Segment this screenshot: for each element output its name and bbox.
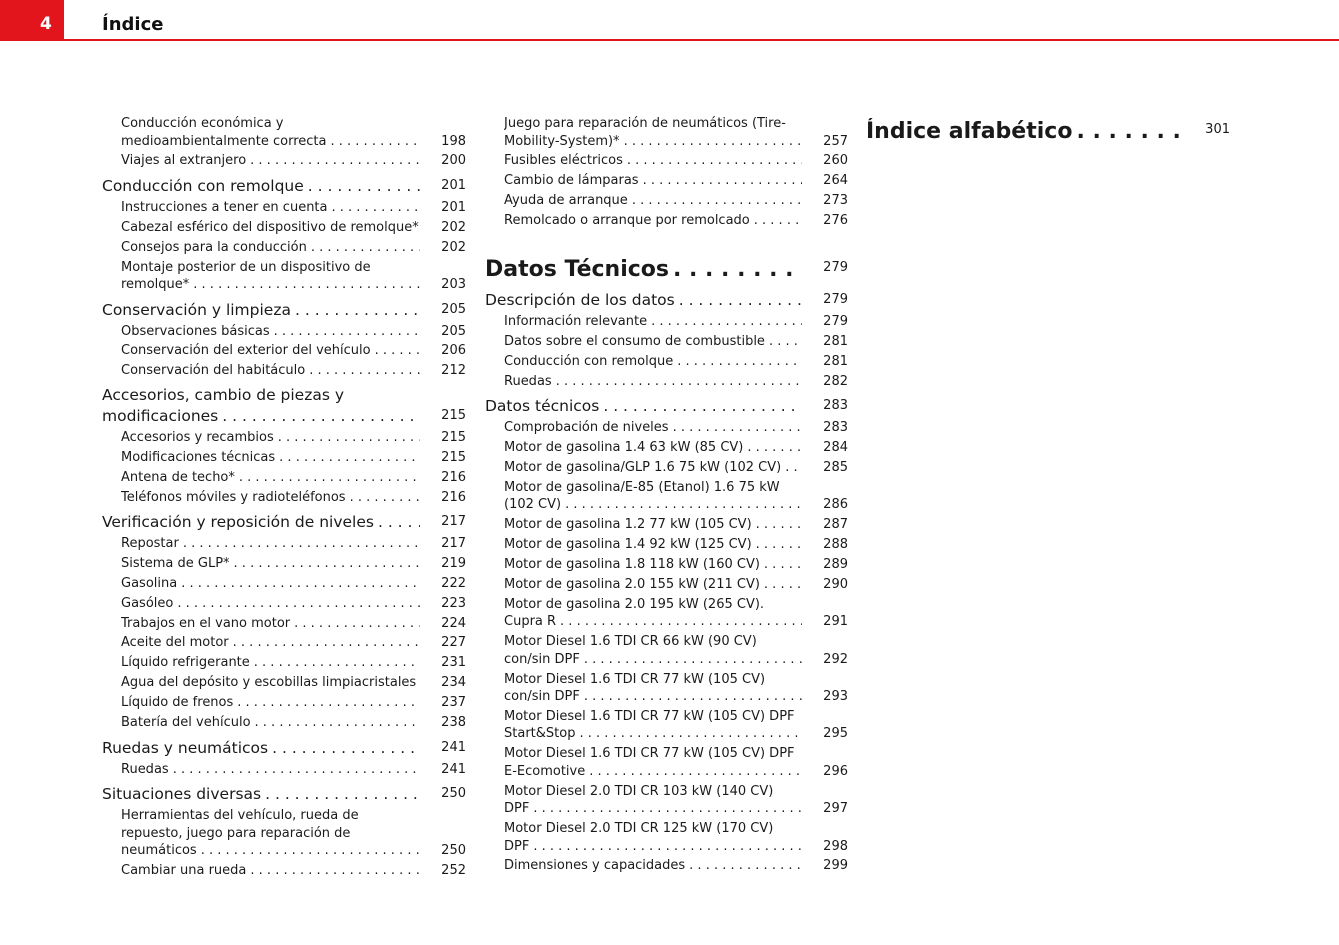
toc-entry-title: Datos técnicos . . . [485, 396, 802, 417]
toc-entry-title: Conducción con remolque . . . [504, 353, 802, 371]
toc-chapter[interactable] [866, 116, 1230, 146]
toc-item[interactable] [485, 152, 848, 170]
toc-item[interactable] [485, 373, 848, 391]
toc-entry-title: Juego para reparación de neumáticos (Tire-Mobility-System)* . . . [504, 115, 802, 150]
toc-chapter[interactable] [485, 254, 848, 284]
toc-item[interactable] [485, 459, 848, 477]
toc-section[interactable] [485, 289, 848, 311]
toc-entry-title: Verificación y reposición de niveles . . . [102, 512, 420, 533]
toc-item[interactable] [485, 783, 848, 818]
page-number-tab [0, 0, 64, 41]
toc-column-1 [102, 113, 466, 882]
toc-entry-page: 292 [802, 651, 848, 669]
toc-entry-title: Índice alfabético . . . [866, 118, 1184, 146]
toc-entry-title: Motor de gasolina/E-85 (Etanol) 1.6 75 kW (102 CV) . . . [504, 479, 802, 514]
toc-entry-page: 212 [420, 362, 466, 380]
toc-item[interactable] [102, 469, 466, 487]
toc-item[interactable] [485, 115, 848, 150]
toc-entry-title: Aceite del motor . . . [121, 634, 420, 652]
toc-item[interactable] [485, 516, 848, 534]
toc-entry-page: 205 [420, 299, 466, 321]
toc-entry-title: Información relevante . . . [504, 313, 802, 331]
toc-section[interactable] [102, 511, 466, 533]
toc-entry-page: 293 [802, 688, 848, 706]
toc-item[interactable] [485, 313, 848, 331]
toc-entry-title: Instrucciones a tener en cuenta . . . [121, 199, 420, 217]
toc-entry-page: 296 [802, 763, 848, 781]
toc-entry-title: Observaciones básicas . . . [121, 323, 420, 341]
toc-entry-page: 231 [420, 654, 466, 672]
toc-item[interactable] [102, 115, 466, 150]
toc-item[interactable] [102, 694, 466, 712]
toc-entry-title: Motor Diesel 1.6 TDI CR 77 kW (105 CV) con/sin DPF . . . [504, 671, 802, 706]
toc-entry-page: 198 [420, 133, 466, 151]
toc-item[interactable] [485, 596, 848, 631]
toc-section[interactable] [102, 299, 466, 321]
toc-entry-page: 283 [802, 419, 848, 437]
toc-entry-page: 291 [802, 613, 848, 631]
toc-item[interactable] [102, 489, 466, 507]
toc-entry-title: Montaje posterior de un dispositivo de remolque* . . . [121, 259, 420, 294]
toc-entry-title: Agua del depósito y escobillas limpiacristales . . . [121, 674, 420, 692]
toc-entry-title: Batería del vehículo . . . [121, 714, 420, 732]
toc-entry-page: 283 [802, 395, 848, 417]
toc-item[interactable] [485, 479, 848, 514]
toc-item[interactable] [102, 342, 466, 360]
toc-item[interactable] [102, 714, 466, 732]
toc-item[interactable] [485, 671, 848, 706]
toc-entry-page: 215 [420, 429, 466, 447]
toc-entry-title: Antena de techo* . . . [121, 469, 420, 487]
toc-entry-title: Descripción de los datos . . . [485, 290, 802, 311]
toc-item[interactable] [102, 429, 466, 447]
toc-section[interactable] [102, 783, 466, 805]
toc-entry-page: 201 [420, 175, 466, 197]
toc-entry-title: Ruedas y neumáticos . . . [102, 738, 420, 759]
toc-entry-page: 252 [420, 862, 466, 880]
toc-entry-page: 289 [802, 556, 848, 574]
toc-entry-page: 279 [802, 254, 848, 284]
toc-entry-page: 227 [420, 634, 466, 652]
toc-entry-page: 250 [420, 842, 466, 860]
toc-entry-page: 223 [420, 595, 466, 613]
toc-item[interactable] [102, 199, 466, 217]
toc-item[interactable] [485, 192, 848, 210]
toc-entry-title: Motor de gasolina 2.0 155 kW (211 CV) . . . [504, 576, 802, 594]
toc-item[interactable] [102, 595, 466, 613]
toc-entry-title: Datos sobre el consumo de combustible . . . [504, 333, 802, 351]
toc-entry-title: Dimensiones y capacidades . . . [504, 857, 802, 875]
toc-entry-page: 257 [802, 133, 848, 151]
toc-entry-title: Motor Diesel 1.6 TDI CR 77 kW (105 CV) DPF Start&Stop . . . [504, 708, 802, 743]
toc-item[interactable] [485, 857, 848, 875]
toc-section[interactable] [102, 737, 466, 759]
toc-entry-page: 298 [802, 838, 848, 856]
toc-entry-page: 206 [420, 342, 466, 360]
toc-item[interactable] [102, 555, 466, 573]
toc-entry-page: 285 [802, 459, 848, 477]
toc-section[interactable] [102, 175, 466, 197]
toc-item[interactable] [485, 212, 848, 230]
toc-item[interactable] [485, 633, 848, 668]
toc-item[interactable] [102, 535, 466, 553]
page-number: 4 [40, 14, 52, 34]
toc-entry-title: Líquido refrigerante . . . [121, 654, 420, 672]
toc-entry-title: Comprobación de niveles . . . [504, 419, 802, 437]
toc-item[interactable] [102, 323, 466, 341]
toc-entry-page: 279 [802, 313, 848, 331]
header-rule [0, 39, 1339, 41]
toc-item[interactable] [102, 152, 466, 170]
toc-entry-title: Gasolina . . . [121, 575, 420, 593]
toc-entry-page: 224 [420, 615, 466, 633]
toc-item[interactable] [102, 761, 466, 779]
toc-entry-page: 299 [802, 857, 848, 875]
toc-entry-page: 250 [420, 783, 466, 805]
toc-item[interactable] [485, 353, 848, 371]
toc-entry-title: Repostar . . . [121, 535, 420, 553]
toc-entry-title: Motor Diesel 1.6 TDI CR 66 kW (90 CV) con/sin DPF . . . [504, 633, 802, 668]
toc-item[interactable] [102, 615, 466, 633]
toc-entry-title: Viajes al extranjero . . . [121, 152, 420, 170]
toc-entry-title: Motor de gasolina 1.2 77 kW (105 CV) . . . [504, 516, 802, 534]
toc-entry-title: Motor Diesel 2.0 TDI CR 103 kW (140 CV) DPF . . . [504, 783, 802, 818]
toc-entry-page: 201 [420, 199, 466, 217]
toc-entry-page: 273 [802, 192, 848, 210]
toc-entry-title: Accesorios y recambios . . . [121, 429, 420, 447]
toc-item[interactable] [102, 239, 466, 257]
toc-entry-title: Sistema de GLP* . . . [121, 555, 420, 573]
toc-item[interactable] [485, 419, 848, 437]
toc-entry-page: 217 [420, 535, 466, 553]
toc-entry-page: 287 [802, 516, 848, 534]
toc-item[interactable] [485, 576, 848, 594]
toc-entry-page: 286 [802, 496, 848, 514]
toc-entry-title: Remolcado o arranque por remolcado . . . [504, 212, 802, 230]
toc-entry-page: 216 [420, 489, 466, 507]
toc-entry-title: Accesorios, cambio de piezas y modificaciones . . . [102, 385, 420, 427]
toc-entry-page: 284 [802, 439, 848, 457]
toc-item[interactable] [485, 172, 848, 190]
page-title: Índice [102, 14, 164, 35]
toc-entry-page: 200 [420, 152, 466, 170]
toc-item[interactable] [485, 333, 848, 351]
toc-entry-page: 203 [420, 276, 466, 294]
toc-entry-page: 202 [420, 219, 466, 237]
toc-entry-page: 237 [420, 694, 466, 712]
toc-entry-title: Cabezal esférico del dispositivo de remolque* . . . [121, 219, 420, 237]
toc-entry-title: Conducción económica y medioambientalmente correcta . . . [121, 115, 420, 150]
toc-entry-title: Motor de gasolina 2.0 195 kW (265 CV). Cupra R . . . [504, 596, 802, 631]
toc-entry-title: Herramientas del vehículo, rueda de repuesto, juego para reparación de neumáticos . . . [121, 807, 420, 860]
toc-entry-title: Conservación del habitáculo . . . [121, 362, 420, 380]
toc-entry-title: Consejos para la conducción . . . [121, 239, 420, 257]
section-gap [485, 232, 848, 254]
toc-entry-page: 215 [420, 449, 466, 467]
toc-entry-page: 282 [802, 373, 848, 391]
toc-entry-page: 288 [802, 536, 848, 554]
toc-column-2 [485, 113, 848, 877]
toc-item[interactable] [485, 536, 848, 554]
toc-item[interactable] [102, 634, 466, 652]
toc-item[interactable] [485, 439, 848, 457]
toc-entry-page: 276 [802, 212, 848, 230]
toc-entry-page: 217 [420, 511, 466, 533]
toc-item[interactable] [102, 362, 466, 380]
toc-item[interactable] [485, 556, 848, 574]
toc-entry-page: 297 [802, 800, 848, 818]
toc-entry-title: Líquido de frenos . . . [121, 694, 420, 712]
toc-entry-page: 290 [802, 576, 848, 594]
toc-entry-page: 301 [1184, 116, 1230, 146]
toc-entry-title: Modificaciones técnicas . . . [121, 449, 420, 467]
toc-entry-title: Motor de gasolina 1.8 118 kW (160 CV) . . . [504, 556, 802, 574]
toc-entry-page: 295 [802, 725, 848, 743]
toc-entry-page: 234 [420, 674, 466, 692]
toc-section[interactable] [485, 395, 848, 417]
toc-entry-title: Motor de gasolina/GLP 1.6 75 kW (102 CV) . . . [504, 459, 802, 477]
toc-entry-page: 202 [420, 239, 466, 257]
toc-entry-title: Conservación del exterior del vehículo . . . [121, 342, 420, 360]
toc-entry-page: 205 [420, 323, 466, 341]
toc-entry-title: Cambio de lámparas . . . [504, 172, 802, 190]
toc-entry-page: 238 [420, 714, 466, 732]
toc-item[interactable] [102, 575, 466, 593]
toc-entry-page: 241 [420, 737, 466, 759]
toc-entry-page: 279 [802, 289, 848, 311]
toc-entry-title: Situaciones diversas . . . [102, 784, 420, 805]
toc-entry-page: 222 [420, 575, 466, 593]
toc-entry-title: Conservación y limpieza . . . [102, 300, 420, 321]
toc-item[interactable] [102, 862, 466, 880]
toc-item[interactable] [102, 807, 466, 860]
toc-entry-page: 281 [802, 353, 848, 371]
toc-entry-title: Motor de gasolina 1.4 92 kW (125 CV) . . . [504, 536, 802, 554]
toc-entry-page: 215 [420, 405, 466, 427]
toc-item[interactable] [102, 654, 466, 672]
toc-column-3 [866, 116, 1230, 146]
toc-entry-page: 264 [802, 172, 848, 190]
toc-entry-title: Ruedas . . . [504, 373, 802, 391]
toc-item[interactable] [102, 449, 466, 467]
toc-entry-title: Fusibles eléctricos . . . [504, 152, 802, 170]
toc-entry-page: 260 [802, 152, 848, 170]
toc-entry-title: Datos Técnicos . . . [485, 256, 802, 284]
toc-entry-title: Teléfonos móviles y radioteléfonos . . . [121, 489, 420, 507]
toc-entry-title: Gasóleo . . . [121, 595, 420, 613]
toc-entry-title: Motor Diesel 1.6 TDI CR 77 kW (105 CV) DPF E-Ecomotive . . . [504, 745, 802, 780]
toc-item[interactable] [485, 745, 848, 780]
toc-item[interactable] [102, 674, 466, 692]
toc-entry-title: Ruedas . . . [121, 761, 420, 779]
toc-entry-page: 219 [420, 555, 466, 573]
toc-item[interactable] [102, 219, 466, 237]
toc-item[interactable] [102, 259, 466, 294]
toc-entry-page: 281 [802, 333, 848, 351]
toc-item[interactable] [485, 820, 848, 855]
toc-item[interactable] [485, 708, 848, 743]
toc-section[interactable] [102, 385, 466, 427]
toc-entry-title: Motor Diesel 2.0 TDI CR 125 kW (170 CV) DPF . . . [504, 820, 802, 855]
toc-entry-page: 241 [420, 761, 466, 779]
toc-entry-title: Cambiar una rueda . . . [121, 862, 420, 880]
toc-entry-title: Ayuda de arranque . . . [504, 192, 802, 210]
toc-entry-title: Conducción con remolque . . . [102, 176, 420, 197]
toc-entry-title: Trabajos en el vano motor . . . [121, 615, 420, 633]
toc-entry-title: Motor de gasolina 1.4 63 kW (85 CV) . . . [504, 439, 802, 457]
toc-entry-page: 216 [420, 469, 466, 487]
